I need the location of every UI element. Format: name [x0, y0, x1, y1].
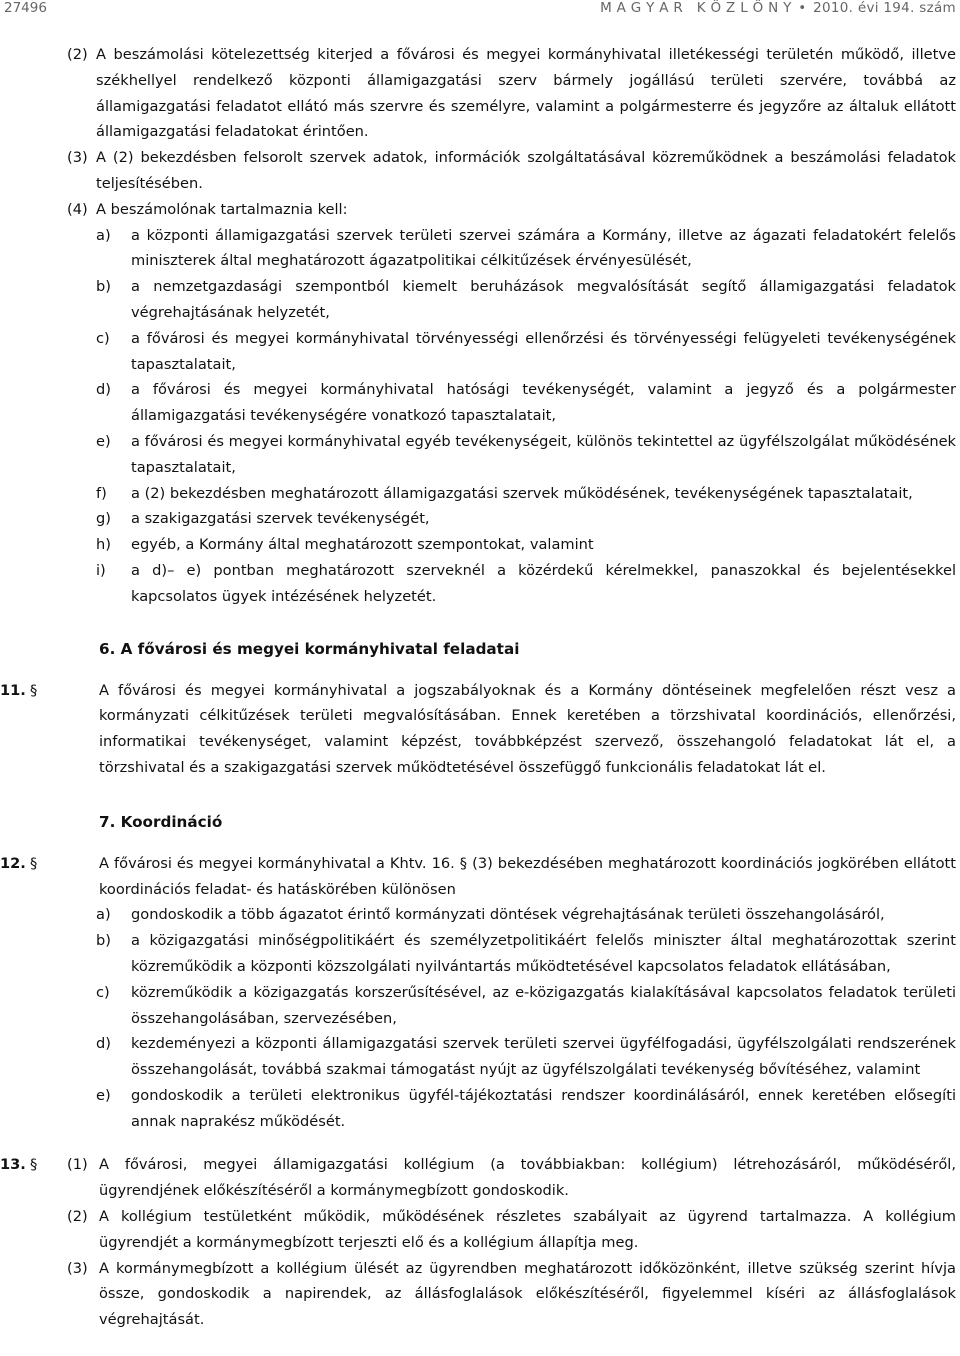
paragraph-text: A (2) bekezdésben felsorolt szervek adatok, információk szolgáltatásával közreműködnek a beszámolási feladatok teljesítésében. — [96, 149, 956, 192]
section-13 — [0, 1152, 960, 1333]
document-body — [0, 42, 960, 1333]
item-text: kezdeményezi a központi államigazgatási szervek területi szervei ügyfélfogadási, ügyfélszolgálati rendszerének összehangolását, továbbá szakmai támogatást nyújt az ügyfélszolgálati tevékenység bővítéséhez, valamint — [131, 1035, 956, 1079]
item-label: d) — [96, 381, 111, 399]
paragraph-label: (3) — [67, 1259, 88, 1277]
paragraph-3 — [0, 145, 960, 197]
paragraph-text: A kormánymegbízott a kollégium ülését az ügyrendben meghatározott időközönként, illetve szükség szerint hívja össze, gondoskodik a napirendek, az állásfoglalások előkészítéséről, figyelemmel kíséri az állásfoglalások végrehajtását. — [99, 1259, 956, 1329]
section-sign: § — [30, 854, 38, 872]
item-label: a) — [96, 226, 111, 244]
item-label: i) — [96, 561, 106, 579]
section-number: 12. — [0, 854, 26, 872]
list-item — [0, 532, 960, 558]
item-label: h) — [96, 536, 111, 554]
list-item — [0, 377, 960, 429]
paragraph — [0, 1256, 960, 1333]
item-text: a nemzetgazdasági szempontból kiemelt beruházások megvalósítását segítő államigazgatási feladatok végrehajtásának helyzetét, — [131, 278, 956, 321]
list-item — [0, 274, 960, 326]
item-text: a központi államigazgatási szervek területi szervei számára a Kormány, illetve az ágazati feladatokért felelős miniszterek által meghatározott ágazatpolitikai célkitűzések érvényesülését, — [131, 226, 956, 270]
item-text: egyéb, a Kormány által meghatározott szempontokat, valamint — [131, 536, 594, 554]
issue-label: 2010. évi 194. szám — [813, 0, 956, 16]
paragraph — [0, 1204, 960, 1256]
paragraph-label: (4) — [67, 200, 88, 218]
item-text: gondoskodik a területi elektronikus ügyfél-tájékoztatási rendszer koordinálásáról, ennek keretében elősegíti annak naprakész működését. — [131, 1086, 956, 1130]
list-item — [0, 1083, 960, 1135]
list-item — [0, 558, 960, 610]
list-item — [0, 506, 960, 532]
list-item — [0, 481, 960, 507]
paragraph-text: A beszámolónak tartalmaznia kell: — [96, 200, 348, 218]
item-text: a fővárosi és megyei kormányhivatal hatósági tevékenységét, valamint a jegyző és a polgármester államigazgatási tevékenységére vonatkozó tapasztalatait, — [131, 381, 956, 425]
item-label: e) — [96, 1086, 111, 1104]
item-text: a d)– e) pontban meghatározott szerveknél a közérdekű kérelmekkel, panaszokkal és bejelentésekkel kapcsolatos ügyek intézésének helyzetét. — [131, 561, 956, 605]
list-item — [0, 902, 960, 928]
paragraph-4 — [0, 197, 960, 223]
publication-info — [600, 0, 956, 16]
item-label: c) — [96, 983, 110, 1001]
item-label: c) — [96, 329, 110, 347]
paragraph-2 — [0, 42, 960, 145]
section-sign: § — [30, 681, 38, 699]
section-12-items — [0, 902, 960, 1134]
paragraph-label: (3) — [67, 149, 88, 167]
section-text: A fővárosi és megyei kormányhivatal a Khtv. 16. § (3) bekezdésében meghatározott koordinációs jogkörében ellátott koordinációs feladat- és hatáskörében különösen — [99, 854, 956, 898]
item-label: b) — [96, 932, 111, 950]
item-label: b) — [96, 278, 111, 296]
bullet-separator: • — [798, 0, 807, 16]
section-12 — [0, 851, 960, 903]
item-label: e) — [96, 432, 111, 450]
list-item — [0, 928, 960, 980]
section-number: 11. — [0, 681, 26, 699]
item-label: a) — [96, 906, 111, 924]
item-text: a közigazgatási minőségpolitikáért és személyzetpolitikáért felelős miniszter által meghatározottak szerint közreműködik a központi közszolgálati nyilvántartás működtetésével kapcsolatos feladatok ellátásában, — [131, 932, 956, 975]
paragraph-label: (1) — [67, 1156, 88, 1174]
paragraph-text: A fővárosi, megyei államigazgatási kollégium (a továbbiakban: kollégium) létrehozásáról, működéséről, ügyrendjének előkészítéséről a kormánymegbízott gondoskodik. — [99, 1156, 956, 1200]
page-header — [0, 0, 960, 22]
item-label: g) — [96, 510, 111, 528]
section-heading: 6. A fővárosi és megyei kormányhivatal feladatai — [99, 639, 520, 658]
paragraph-label: (2) — [67, 46, 88, 63]
item-label: d) — [96, 1035, 111, 1053]
item-text: a fővárosi és megyei kormányhivatal törvényességi ellenőrzési és törvényességi felügyeleti tevékenységének tapasztalatait, — [131, 329, 956, 373]
item-text: a szakigazgatási szervek tevékenységét, — [131, 510, 430, 528]
item-label: f) — [96, 484, 107, 502]
item-text: közreműködik a közigazgatás korszerűsítésével, az e-közigazgatás kialakításával kapcsolatos feladatok területi összehangolásában, szervezésében, — [131, 983, 956, 1027]
item-text: gondoskodik a több ágazatot érintő kormányzati döntések végrehajtásának területi összehangolásáról, — [131, 906, 885, 924]
item-text: a fővárosi és megyei kormányhivatal egyéb tevékenységeit, különös tekintettel az ügyfélszolgálat működésének tapasztalatait, — [131, 432, 956, 476]
section-number: 13. — [0, 1156, 26, 1174]
section-sign: § — [30, 1156, 38, 1174]
paragraph-label: (2) — [67, 1208, 88, 1226]
list-item — [0, 1031, 960, 1083]
list-item — [0, 223, 960, 275]
section-text: A fővárosi és megyei kormányhivatal a jogszabályoknak és a Kormány döntéseinek megfelelően részt vesz a kormányzati célkitűzések területi megvalósításában. Ennek keretében a törzshivatal koordinációs, ellenőrzési, informatikai tevékenységet, valamint képzést, továbbképzést szervező, összehangoló feladatokat lát el, a törzshivatal és a szakigazgatási szervek működtetésével összefüggő funkcionális feladatokat lát el. — [99, 681, 956, 776]
publication-title: M A G Y A R K Ö Z L Ö N Y — [600, 0, 792, 16]
paragraph-text: A kollégium testületként működik, működésének részletes szabályait az ügyrend tartalmazza. A kollégium ügyrendjét a kormánymegbízott terjeszti elő és a kollégium állapítja meg. — [99, 1208, 956, 1251]
item-text: a (2) bekezdésben meghatározott államigazgatási szervek működésének, tevékenységének tapasztalatait, — [131, 484, 913, 502]
page-number: 27496 — [4, 0, 47, 16]
section-11 — [0, 678, 960, 781]
paragraph — [0, 1152, 960, 1204]
paragraph-text: A beszámolási kötelezettség kiterjed a fővárosi és megyei kormányhivatal illetékességi területén működő, illetve székhellyel rendelkező központi államigazgatási szerv bármely jogállású területi szervére, továbbá az államigazgatási feladatot ellátó más szervre és személyre, valamint a polgármesterre és jegyzőre az általuk ellátott államigazgatási feladatokat érintően. — [96, 46, 956, 141]
section-heading: 7. Koordináció — [99, 812, 223, 831]
list-item — [0, 326, 960, 378]
list-item — [0, 980, 960, 1032]
list-item — [0, 429, 960, 481]
paragraph-4-items — [0, 223, 960, 610]
